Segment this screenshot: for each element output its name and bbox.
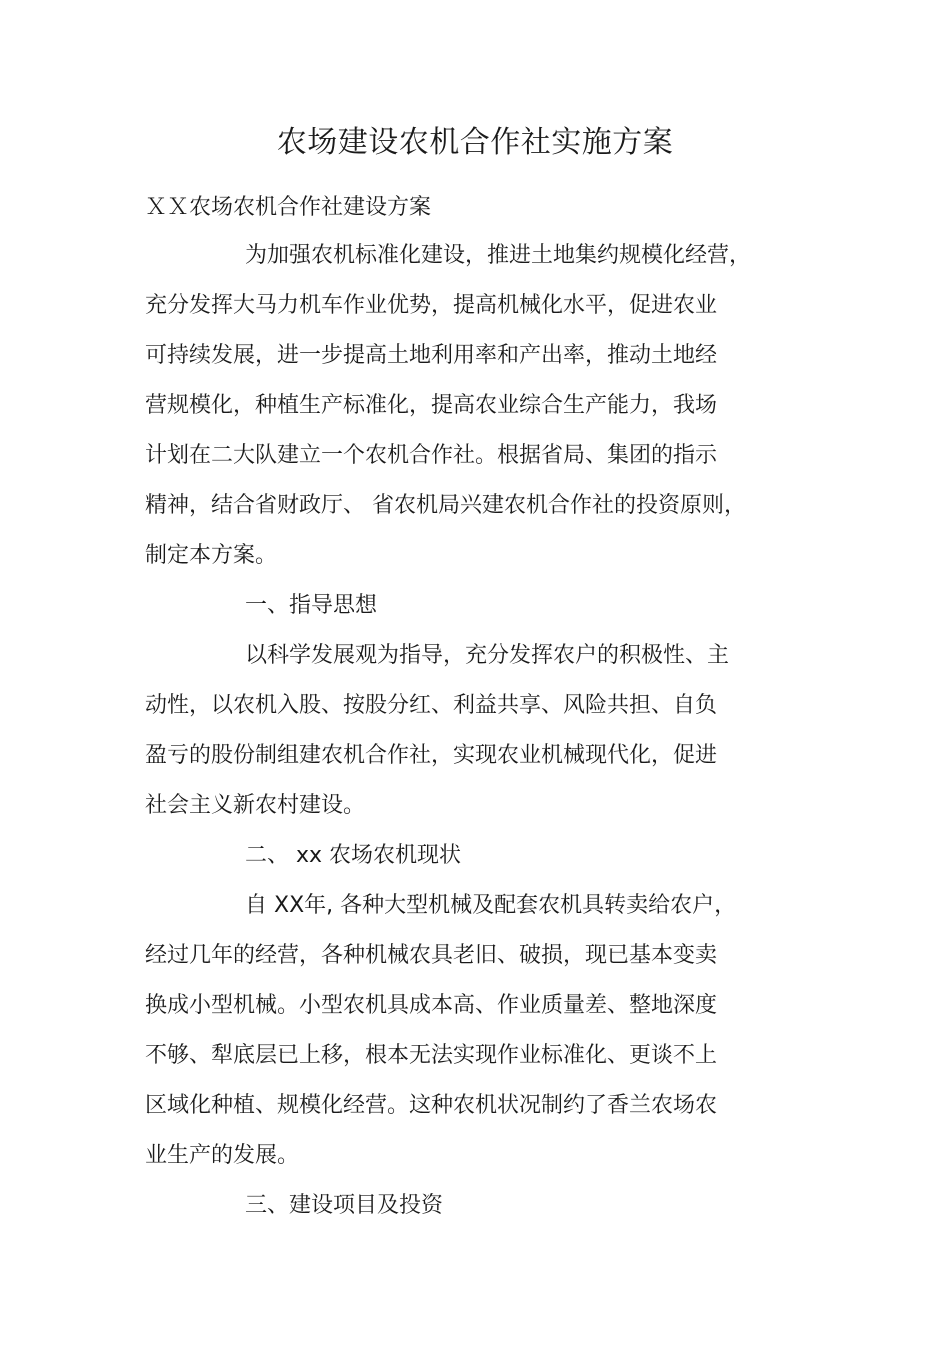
section-heading-1: 一、指导思想 [245, 593, 378, 618]
paragraph-line: 制定本方案。 [145, 543, 278, 568]
paragraph-line: 业生产的发展。 [145, 1143, 300, 1168]
document-title: 农场建设农机合作社实施方案 [276, 125, 674, 160]
paragraph-line: 精神，结合省财政厅、 省农机局兴建农机合作社的投资原则， [145, 493, 746, 518]
paragraph-line: 换成小型机械。小型农机具成本高、作业质量差、整地深度 [145, 993, 718, 1018]
document-body [145, 231, 770, 1231]
paragraph-line: 区域化种植、规模化经营。这种农机状况制约了香兰农场农 [145, 1093, 718, 1118]
paragraph-line: 计划在二大队建立一个农机合作社。根据省局、集团的指示 [145, 443, 718, 468]
paragraph-line: 可持续发展，进一步提高土地利用率和产出率，推动土地经 [145, 343, 718, 368]
paragraph-line: 为加强农机标准化建设，推进土地集约规模化经营， [245, 243, 752, 268]
paragraph-line: 经过几年的经营，各种机械农具老旧、破损，现已基本变卖 [145, 943, 718, 968]
paragraph-line: 动性，以农机入股、按股分红、利益共享、风险共担、自负 [145, 693, 718, 718]
document-subtitle: ＸＸ农场农机合作社建设方案 [145, 195, 432, 220]
paragraph-line: 以科学发展观为指导，充分发挥农户的积极性、主 [245, 643, 730, 668]
paragraph-line: 自 XX年, 各种大型机械及配套农机具转卖给农户， [245, 893, 737, 918]
paragraph-line: 营规模化，种植生产标准化，提高农业综合生产能力，我场 [145, 393, 718, 418]
section-heading-2: 二、 xx 农场农机现状 [245, 843, 462, 868]
paragraph-line: 盈亏的股份制组建农机合作社，实现农业机械现代化，促进 [145, 743, 718, 768]
paragraph-line: 不够、犁底层已上移，根本无法实现作业标准化、更谈不上 [145, 1043, 718, 1068]
paragraph-line: 充分发挥大马力机车作业优势，提高机械化水平，促进农业 [145, 293, 718, 318]
section-heading-3: 三、建设项目及投资 [245, 1193, 444, 1218]
paragraph-line: 社会主义新农村建设。 [145, 793, 366, 818]
